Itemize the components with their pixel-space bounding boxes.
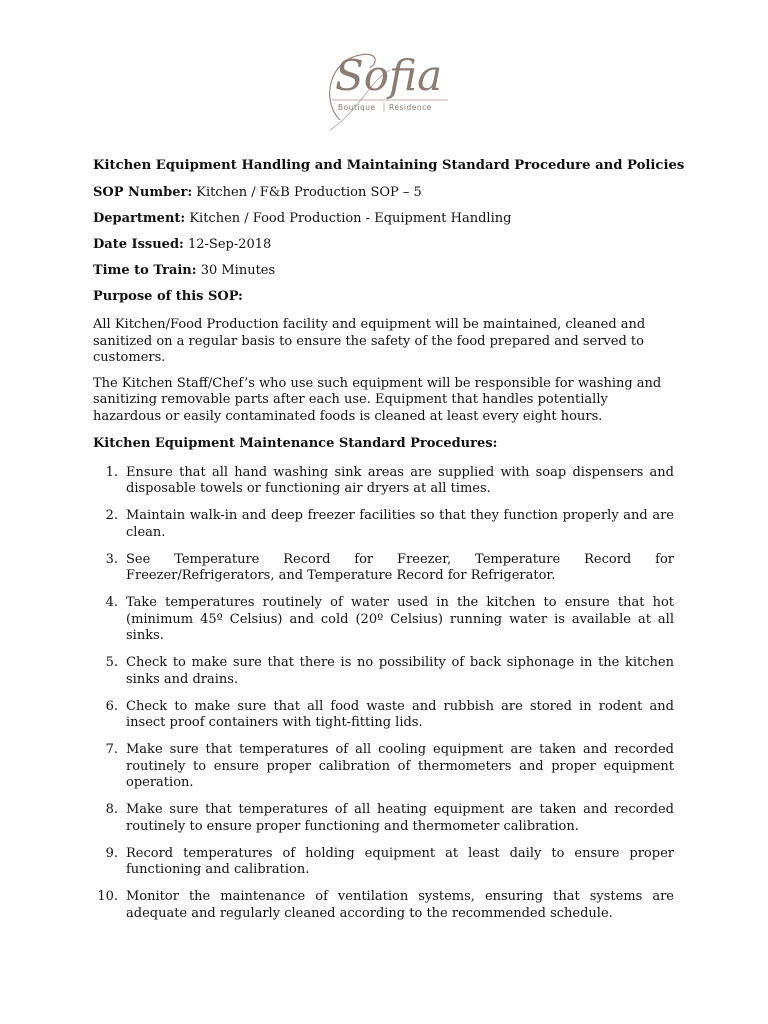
logo-tagline-right: Residence	[389, 103, 432, 112]
responsibility-paragraph: The Kitchen Staff/Chef’s who use such equipment will be responsible for washing and sanitizing removable parts after each use. Equipment that handles potentially hazardous or easily contaminated foods is cleaned at least every eight hours.	[93, 375, 662, 424]
item-text: Make sure that temperatures of all heating equipment are taken and recorded routinely to ensure proper functioning and thermometer calibration.	[126, 802, 674, 834]
list-item	[93, 552, 674, 585]
procedures-list	[93, 465, 674, 923]
item-number: 4.	[105, 595, 118, 610]
item-text: Check to make sure that all food waste and rubbish are stored in rodent and insect proof containers with tight-fitting lids.	[126, 698, 674, 730]
item-text: Take temperatures routinely of water used in the kitchen to ensure that hot (minimum 45º Celsius) and cold (20º Celsius) running water is available at all sinks.	[126, 595, 674, 643]
list-item	[93, 655, 674, 688]
time-to-train	[93, 263, 674, 280]
sofia-logo	[300, 40, 470, 140]
item-text: Make sure that temperatures of all cooling equipment are taken and recorded routinely to ensure proper calibration of thermometers and proper equipment operation.	[126, 742, 674, 790]
item-number: 2.	[105, 508, 118, 523]
list-item	[93, 889, 674, 922]
item-text: See Temperature Record for Freezer, Temperature Record for Freezer/Refrigerators, and Temperature Record for Refrigerator.	[126, 551, 674, 583]
sop-document	[93, 158, 685, 933]
item-number: 10.	[97, 889, 118, 904]
department-label: Department:	[93, 210, 186, 226]
list-item	[93, 802, 674, 835]
time-to-train-value: 30 Minutes	[196, 262, 276, 278]
procedures-heading: Kitchen Equipment Maintenance Standard Procedures:	[93, 436, 498, 451]
logo-tagline-left: Boutique	[338, 103, 376, 112]
date-issued-label: Date Issued:	[93, 236, 184, 252]
list-item	[93, 742, 674, 792]
date-issued	[93, 237, 674, 254]
item-number: 8.	[105, 802, 118, 817]
list-item	[93, 508, 674, 541]
purpose-heading: Purpose of this SOP:	[93, 288, 243, 304]
list-item	[93, 699, 674, 732]
logo-brand: Sofia	[335, 51, 443, 100]
sop-number-value: Kitchen / F&B Production SOP – 5	[192, 184, 422, 200]
item-number: 5.	[105, 655, 118, 670]
item-text: Ensure that all hand washing sink areas are supplied with soap dispensers and disposable towels or functioning air dryers at all times.	[126, 464, 674, 496]
item-text: Check to make sure that there is no possibility of back siphonage in the kitchen sinks and drains.	[126, 655, 674, 687]
item-text: Maintain walk-in and deep freezer facilities so that they function properly and are clean.	[126, 508, 674, 540]
list-item	[93, 846, 674, 879]
list-item	[93, 595, 674, 645]
item-number: 1.	[105, 464, 118, 480]
document-title: Kitchen Equipment Handling and Maintaining Standard Procedure and Policies	[93, 158, 685, 173]
item-number: 9.	[105, 845, 118, 861]
item-text: Monitor the maintenance of ventilation systems, ensuring that systems are adequate and regularly cleaned according to the recommended schedule.	[126, 889, 674, 921]
sop-number	[93, 185, 674, 202]
department	[93, 211, 674, 228]
item-number: 3.	[105, 551, 118, 567]
date-issued-value: 12-Sep-2018	[183, 236, 272, 252]
item-text: Record temperatures of holding equipment at least daily to ensure proper functioning and calibration.	[126, 845, 674, 877]
list-item	[93, 465, 674, 498]
department-value: Kitchen / Food Production - Equipment Handling	[185, 210, 512, 226]
sop-number-label: SOP Number:	[93, 184, 193, 200]
item-number: 6.	[105, 698, 118, 714]
purpose-paragraph: All Kitchen/Food Production facility and equipment will be maintained, cleaned and sanitized on a regular basis to ensure the safety of the food prepared and served to customers.	[93, 317, 646, 365]
item-number: 7.	[105, 742, 118, 757]
time-to-train-label: Time to Train:	[93, 262, 197, 278]
